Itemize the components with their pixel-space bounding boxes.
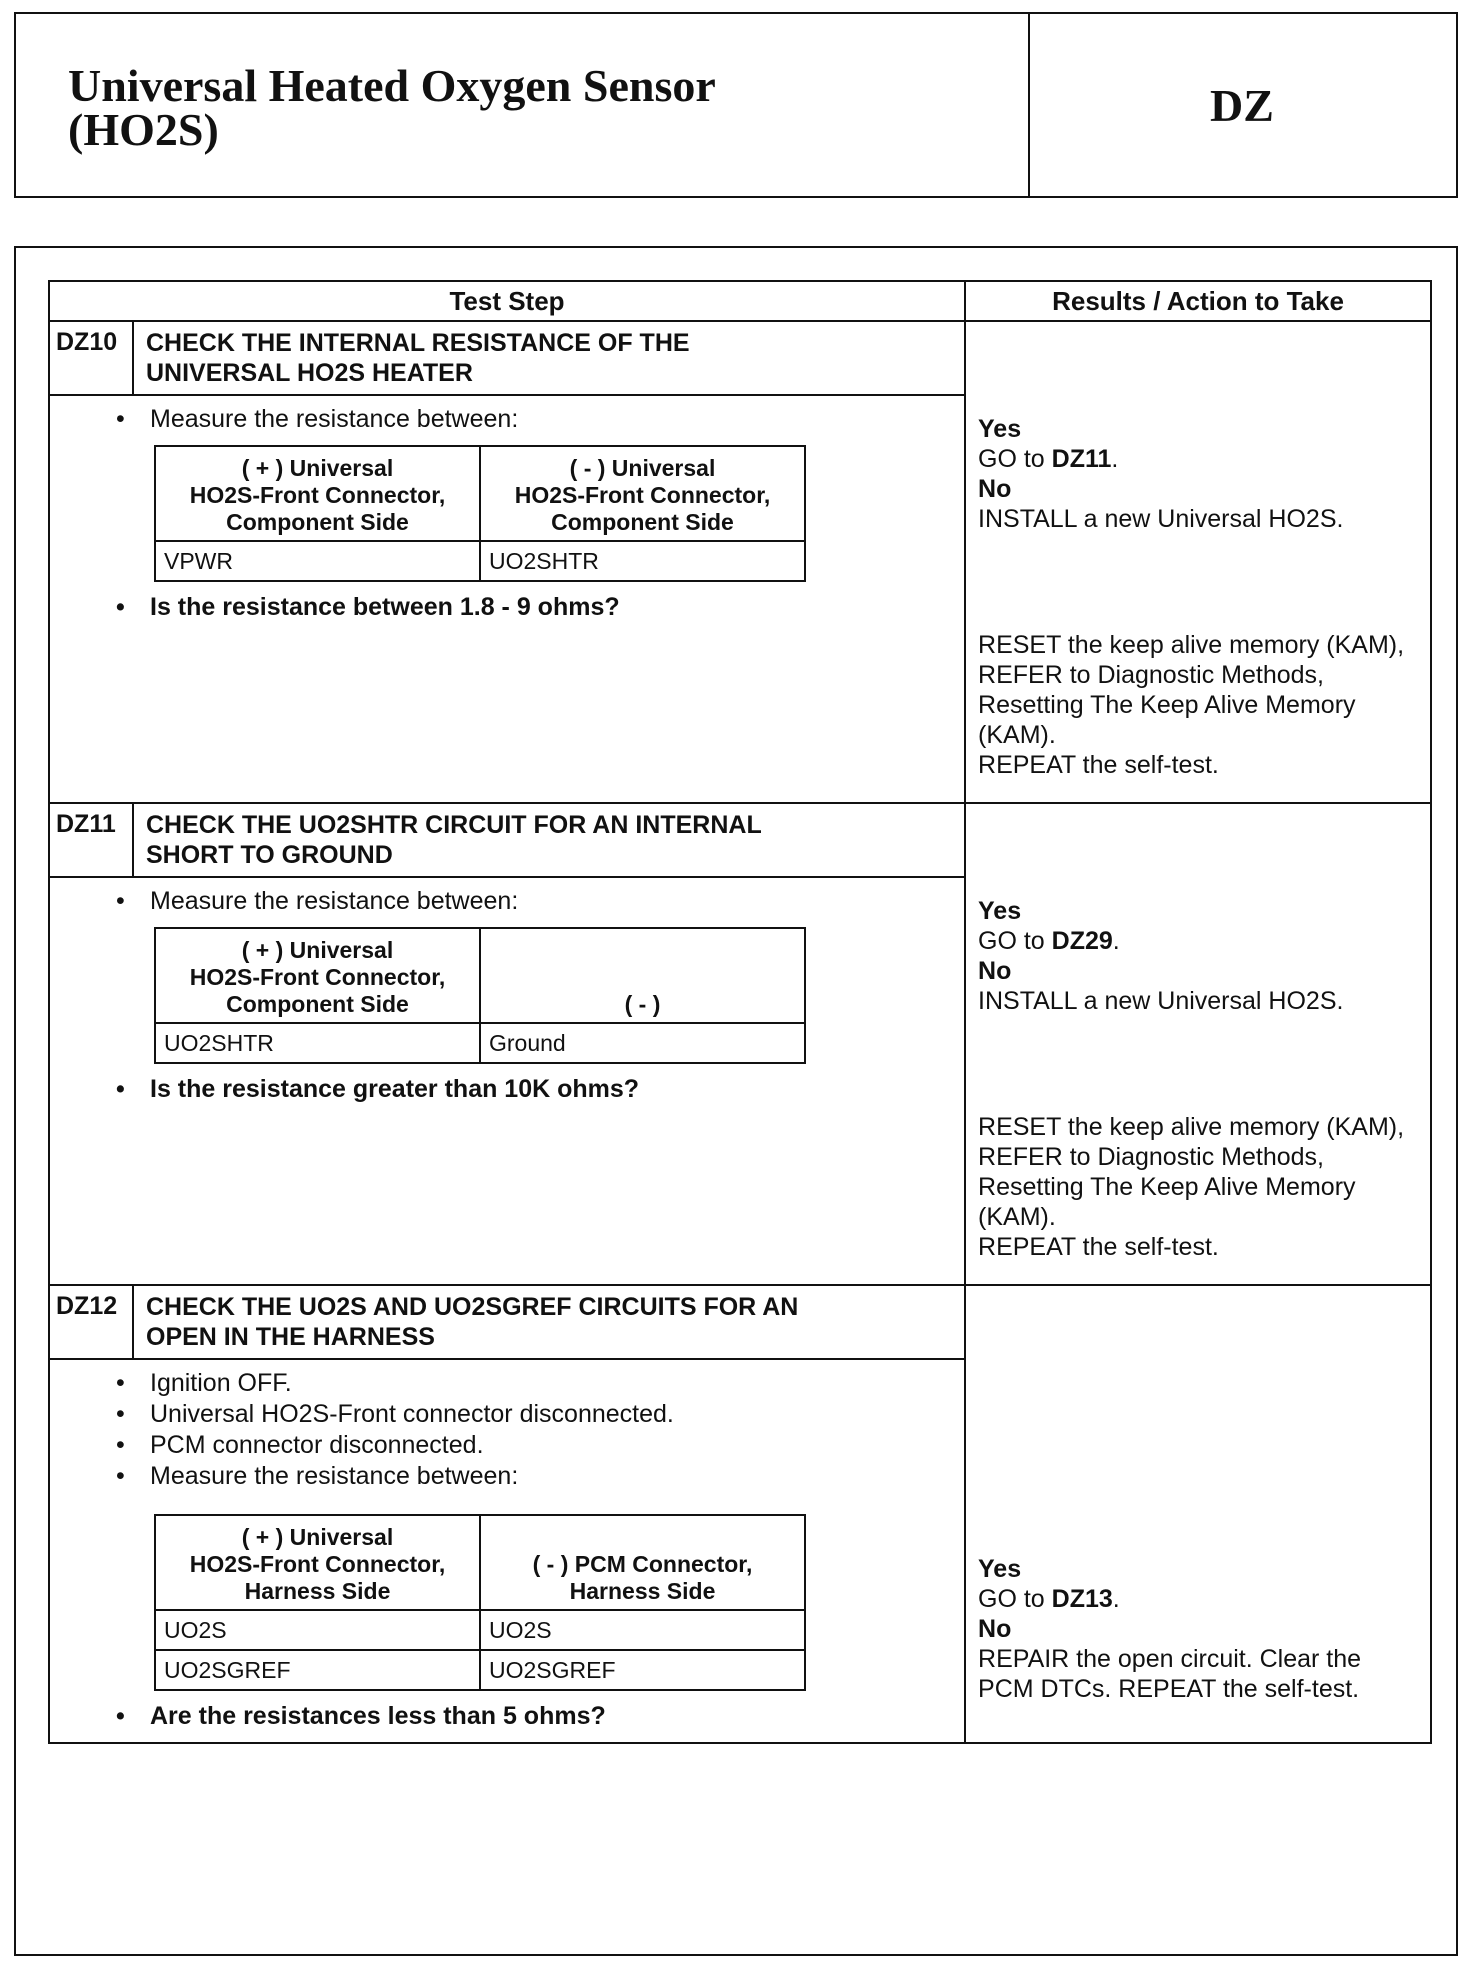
- title-line-2: (HO2S): [68, 104, 219, 155]
- step-id: DZ11: [49, 803, 133, 877]
- list-item: • Ignition OFF.: [150, 1368, 964, 1399]
- header-line: ( + ) Universal: [241, 937, 394, 963]
- pin-cell: UO2SHTR: [480, 541, 805, 581]
- results-cell: [965, 803, 1431, 1285]
- question-list: [50, 1701, 964, 1732]
- table-row: [155, 1610, 805, 1650]
- connector-header: [155, 1515, 480, 1610]
- section-code: DZ: [1210, 79, 1274, 131]
- connector-table: [154, 927, 806, 1064]
- result-yes-action: GO to DZ29.: [978, 927, 1120, 955]
- pin-cell: VPWR: [155, 541, 480, 581]
- list-item: • PCM connector disconnected.: [150, 1430, 964, 1461]
- step-title-row: [49, 1285, 1431, 1359]
- pin-cell: UO2SHTR: [155, 1023, 480, 1063]
- connector-header: [480, 928, 805, 1023]
- connector-table: [154, 445, 806, 582]
- step-id: DZ12: [49, 1285, 133, 1359]
- header-line: Harness Side: [569, 1578, 716, 1604]
- title-line-1: Universal Heated Oxygen Sensor: [68, 60, 716, 111]
- result-reset-note: RESET the keep alive memory (KAM), REFER to Diagnostic Methods, Resetting The Keep Alive Memory (KAM).: [978, 1113, 1405, 1231]
- connector-header: [480, 1515, 805, 1610]
- header-line: Component Side: [226, 509, 409, 535]
- table-row: [155, 1650, 805, 1690]
- instruction-list: [50, 886, 964, 917]
- header-line: ( - ) Universal: [569, 455, 716, 481]
- step-body: [49, 877, 965, 1285]
- go-to-text: GO to: [978, 927, 1045, 955]
- list-item: • Measure the resistance between:: [150, 1461, 964, 1492]
- pin-cell: UO2SGREF: [155, 1650, 480, 1690]
- header-line: ( + ) Universal: [241, 1524, 394, 1550]
- header-line: HO2S-Front Connector,: [189, 1551, 446, 1577]
- step-id: DZ10: [49, 321, 133, 395]
- header-line: HO2S-Front Connector,: [189, 482, 446, 508]
- step-title: [133, 803, 965, 877]
- result-reset-note: RESET the keep alive memory (KAM), REFER to Diagnostic Methods, Resetting The Keep Alive Memory (KAM).: [978, 631, 1405, 749]
- result-no-label: No: [978, 957, 1012, 985]
- pin-cell: UO2S: [155, 1610, 480, 1650]
- table-header-row: [49, 281, 1431, 321]
- test-step-table: [48, 280, 1432, 1744]
- pin-cell: UO2SGREF: [480, 1650, 805, 1690]
- go-to-text: GO to: [978, 445, 1045, 473]
- result-yes-action: GO to DZ13.: [978, 1585, 1120, 1613]
- connector-header: [155, 446, 480, 541]
- go-to-target: DZ29: [1051, 927, 1113, 955]
- go-to-text: GO to: [978, 1585, 1045, 1613]
- list-item: • Universal HO2S-Front connector disconnected.: [150, 1399, 964, 1430]
- instruction-list: [50, 1368, 964, 1492]
- page-title: [68, 60, 968, 155]
- result-no-label: No: [978, 1615, 1012, 1643]
- header-line: ( - ) PCM Connector,: [532, 1551, 753, 1577]
- result-yes-label: Yes: [978, 415, 1022, 443]
- header-line: Harness Side: [244, 1578, 391, 1604]
- col-header-results: Results / Action to Take: [965, 281, 1431, 321]
- connector-table: [154, 1514, 806, 1691]
- pin-cell: Ground: [480, 1023, 805, 1063]
- result-yes-label: Yes: [978, 897, 1022, 925]
- header-line: HO2S-Front Connector,: [189, 964, 446, 990]
- header-line: HO2S-Front Connector,: [514, 482, 771, 508]
- step-question: • Is the resistance between 1.8 - 9 ohms?: [150, 592, 964, 623]
- result-repeat-note: REPEAT the self-test.: [978, 751, 1219, 779]
- col-header-test-step: Test Step: [49, 281, 965, 321]
- step-body: [49, 1359, 965, 1743]
- list-item: • Measure the resistance between:: [150, 404, 964, 435]
- result-no-label: No: [978, 475, 1012, 503]
- result-yes-action: GO to DZ11.: [978, 445, 1119, 473]
- table-row: [155, 1023, 805, 1063]
- header-line: Component Side: [551, 509, 734, 535]
- step-title-line: UNIVERSAL HO2S HEATER: [146, 359, 473, 387]
- step-title-line: SHORT TO GROUND: [146, 841, 393, 869]
- list-item: • Measure the resistance between:: [150, 886, 964, 917]
- pin-cell: UO2S: [480, 1610, 805, 1650]
- result-yes-label: Yes: [978, 1555, 1022, 1583]
- go-to-target: DZ13: [1051, 1585, 1113, 1613]
- step-title-line: CHECK THE UO2S AND UO2SGREF CIRCUITS FOR AN: [146, 1293, 799, 1321]
- step-title-row: [49, 803, 1431, 877]
- page-header: [14, 12, 1458, 198]
- result-no-action: INSTALL a new Universal HO2S.: [978, 505, 1344, 533]
- connector-header: [155, 928, 480, 1023]
- results-cell: [965, 321, 1431, 803]
- connector-header: [480, 446, 805, 541]
- result-no-action: REPAIR the open circuit. Clear the PCM DTCs. REPEAT the self-test.: [978, 1645, 1362, 1703]
- instruction-list: [50, 404, 964, 435]
- header-line: ( - ): [624, 991, 661, 1017]
- results-cell: [965, 1285, 1431, 1743]
- step-title-line: CHECK THE UO2SHTR CIRCUIT FOR AN INTERNAL: [146, 811, 762, 839]
- step-title: [133, 321, 965, 395]
- step-body: [49, 395, 965, 803]
- go-to-target: DZ11: [1051, 445, 1112, 473]
- result-no-action: INSTALL a new Universal HO2S.: [978, 987, 1344, 1015]
- step-question: • Are the resistances less than 5 ohms?: [150, 1701, 964, 1732]
- result-repeat-note: REPEAT the self-test.: [978, 1233, 1219, 1261]
- step-title-line: CHECK THE INTERNAL RESISTANCE OF THE: [146, 329, 690, 357]
- question-list: [50, 592, 964, 623]
- table-row: [155, 541, 805, 581]
- step-title-line: OPEN IN THE HARNESS: [146, 1323, 435, 1351]
- step-question: • Is the resistance greater than 10K ohms?: [150, 1074, 964, 1105]
- step-title: [133, 1285, 965, 1359]
- header-line: ( + ) Universal: [241, 455, 394, 481]
- header-line: Component Side: [226, 991, 409, 1017]
- question-list: [50, 1074, 964, 1105]
- step-title-row: [49, 321, 1431, 395]
